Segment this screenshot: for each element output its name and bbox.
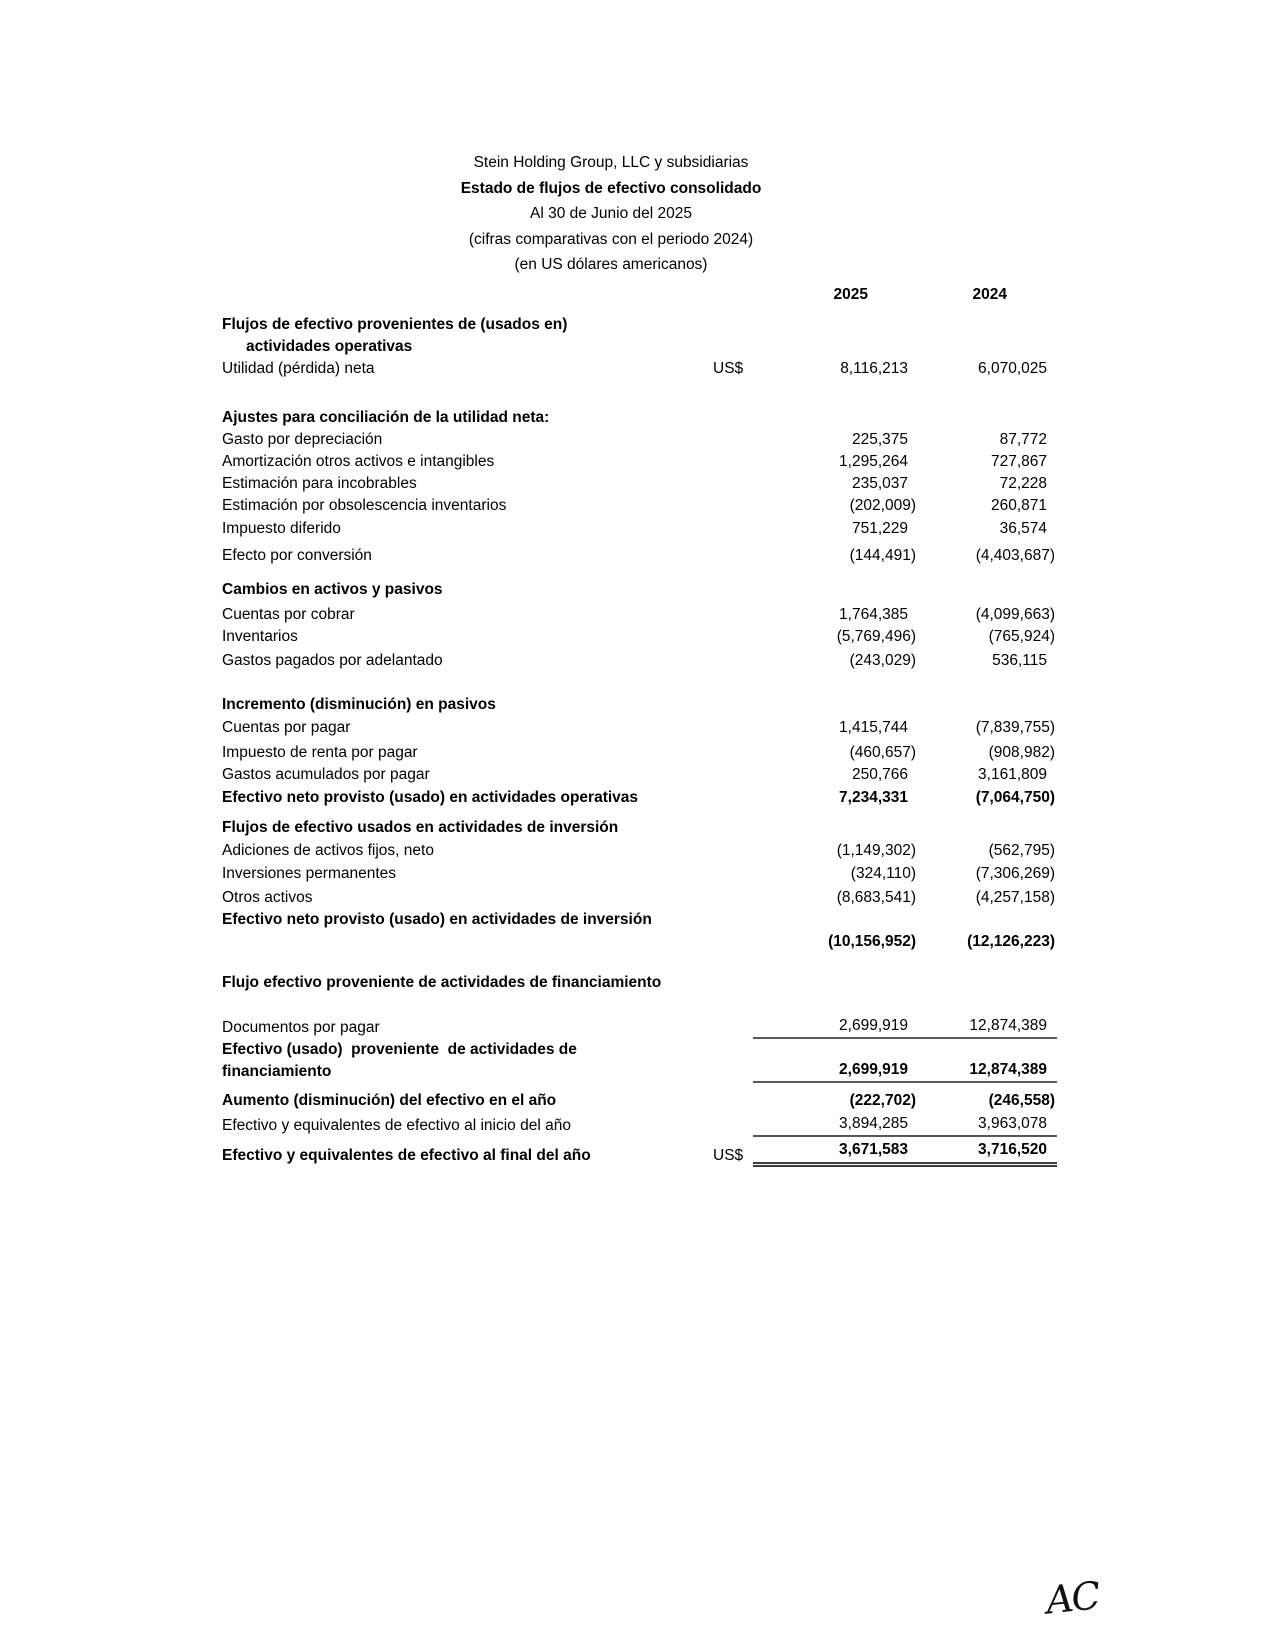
statement-row	[222, 694, 1275, 716]
value-2024-number: 87,772	[999, 430, 1047, 448]
row-label: Utilidad (pérdida) neta	[222, 359, 375, 377]
column-header-2024: 2024	[972, 285, 1007, 303]
row-label: Efecto por conversión	[222, 546, 372, 564]
row-label: Efectivo neto provisto (usado) en actividades operativas	[222, 788, 639, 806]
document-header	[222, 150, 1000, 278]
value-2025-number: 7,234,331	[839, 788, 908, 806]
value-2025-number: 1,295,264	[839, 452, 908, 470]
statement-date: Al 30 de Junio del 2025	[529, 205, 693, 222]
row-label: Flujos de efectivo usados en actividades de inversión	[222, 818, 619, 836]
statement-row	[222, 579, 1275, 601]
statement-row	[222, 407, 1275, 429]
statement-row	[222, 1139, 1275, 1167]
value-2025	[753, 1015, 918, 1039]
value-2024-number: (7,839,755)	[975, 718, 1055, 736]
row-label: Estimación para incobrables	[222, 474, 417, 492]
value-2025-number: 3,894,285	[839, 1114, 908, 1132]
value-2025	[753, 1113, 918, 1137]
value-2025-number: 8,116,213	[840, 359, 908, 377]
value-2025	[753, 336, 918, 358]
value-2025	[753, 650, 918, 672]
statement-row	[222, 518, 1275, 540]
statement-title: Estado de flujos de efectivo consolidado	[460, 179, 762, 197]
value-2025	[753, 764, 918, 786]
value-2024	[918, 407, 1057, 429]
row-label: Efectivo y equivalentes de efectivo al final del año	[222, 1146, 591, 1164]
value-2025	[753, 545, 918, 567]
row-label: Cambios en activos y pasivos	[222, 580, 443, 598]
document-content	[0, 150, 1275, 1167]
statement-row	[222, 717, 1275, 739]
value-2025	[753, 887, 918, 909]
value-2024	[918, 650, 1057, 672]
value-2025-number: (324,110)	[850, 864, 916, 882]
value-2024-number: (12,126,223)	[967, 932, 1055, 950]
row-label: Impuesto de renta por pagar	[222, 743, 418, 761]
value-2025-number: (8,683,541)	[836, 888, 916, 906]
value-2024-number: 72,228	[999, 474, 1047, 492]
value-2025-number: 751,229	[851, 519, 908, 537]
currency-label: US$	[713, 359, 744, 377]
row-label: Gastos acumulados por pagar	[222, 765, 430, 783]
value-2025-number: (144,491)	[849, 546, 916, 564]
row-label: Efectivo y equivalentes de efectivo al inicio del año	[222, 1116, 571, 1134]
value-2025	[753, 787, 918, 809]
value-2025-number: 235,037	[851, 474, 908, 492]
value-2024-number: (4,257,158)	[975, 888, 1055, 906]
value-2025	[753, 1059, 918, 1083]
row-label: Efectivo neto provisto (usado) en actividades de inversión	[222, 910, 652, 928]
value-2025-number: (222,702)	[849, 1091, 916, 1109]
value-2024	[918, 1139, 1057, 1167]
statement-row	[222, 1090, 1275, 1112]
value-2025-number: 1,764,385	[839, 605, 908, 623]
value-2024-number: (562,795)	[988, 841, 1055, 859]
value-2025	[753, 931, 918, 953]
value-2024-number: 12,874,389	[969, 1060, 1047, 1078]
value-2025	[753, 518, 918, 540]
value-2025-number: 3,671,583	[839, 1140, 908, 1158]
value-2025	[753, 742, 918, 764]
row-label: Ajustes para conciliación de la utilidad neta:	[222, 408, 550, 426]
value-2025	[753, 909, 918, 931]
value-2025	[753, 694, 918, 716]
value-2025	[753, 972, 918, 994]
value-2025-number: 1,415,744	[839, 718, 908, 736]
value-2025	[753, 1139, 918, 1167]
value-2024-number: (765,924)	[988, 627, 1055, 645]
statement-body	[222, 314, 1275, 1167]
row-label: Estimación por obsolescencia inventarios	[222, 496, 507, 514]
value-2025-number: 250,766	[851, 765, 908, 783]
value-2025	[753, 840, 918, 862]
value-2025-number: (243,029)	[849, 651, 916, 669]
row-label: Documentos por pagar	[222, 1018, 380, 1036]
value-2025	[753, 451, 918, 473]
statement-row	[222, 429, 1275, 451]
value-2025	[753, 579, 918, 601]
value-2025	[753, 626, 918, 648]
row-label: Cuentas por pagar	[222, 718, 351, 736]
value-2024-number: (908,982)	[988, 743, 1055, 761]
row-label: Inventarios	[222, 627, 298, 645]
value-2024-number: 260,871	[990, 496, 1047, 514]
statement-row	[222, 909, 1275, 931]
value-2024	[918, 972, 1057, 994]
row-label: Otros activos	[222, 888, 313, 906]
value-2024	[918, 545, 1057, 567]
value-2024-number: (4,403,687)	[975, 546, 1055, 564]
value-2024	[918, 1059, 1057, 1083]
value-2025	[753, 817, 918, 839]
statement-row	[222, 336, 1275, 358]
value-2024-number: (7,306,269)	[975, 864, 1055, 882]
value-2025	[753, 358, 918, 380]
row-label: Gastos pagados por adelantado	[222, 651, 443, 669]
value-2025-number: (202,009)	[849, 496, 916, 514]
value-2024	[918, 579, 1057, 601]
row-label: actividades operativas	[246, 337, 413, 355]
statement-row	[222, 650, 1275, 672]
value-2025-number: (1,149,302)	[836, 841, 916, 859]
value-2024	[918, 887, 1057, 909]
value-2024	[918, 518, 1057, 540]
value-2024-number: (246,558)	[988, 1091, 1055, 1109]
value-2024	[918, 694, 1057, 716]
value-2025	[753, 1090, 918, 1112]
company-name: Stein Holding Group, LLC y subsidiarias	[473, 154, 749, 171]
column-header-2025: 2025	[833, 285, 868, 303]
row-label: Inversiones permanentes	[222, 864, 397, 882]
value-2025	[753, 717, 918, 739]
statement-row	[222, 972, 1275, 994]
statement-row	[222, 1039, 1275, 1083]
value-2024	[918, 604, 1057, 626]
value-2024	[918, 909, 1057, 931]
value-2024	[918, 495, 1057, 517]
value-2025	[753, 314, 918, 336]
value-2025-number: (10,156,952)	[828, 932, 916, 950]
value-2025	[753, 407, 918, 429]
value-2024-number: 3,963,078	[978, 1114, 1047, 1132]
statement-row	[222, 887, 1275, 909]
statement-row	[222, 358, 1275, 380]
value-2025-number: 2,699,919	[839, 1016, 908, 1034]
comparative-note: (cifras comparativas con el periodo 2024)	[468, 230, 754, 248]
value-2024	[918, 863, 1057, 885]
value-2024	[918, 473, 1057, 495]
value-2024	[918, 626, 1057, 648]
value-2024	[918, 787, 1057, 809]
value-2024	[918, 1090, 1057, 1112]
row-label: Flujo efectivo proveniente de actividades de financiamiento	[222, 973, 662, 991]
statement-row	[222, 764, 1275, 786]
currency-note: (en US dólares americanos)	[514, 256, 708, 273]
value-2025-number: (5,769,496)	[836, 627, 916, 645]
signature-initials: AC	[1043, 1573, 1101, 1623]
value-2024	[918, 336, 1057, 358]
value-2024	[918, 451, 1057, 473]
statement-row	[222, 840, 1275, 862]
value-2024	[918, 717, 1057, 739]
row-label: Amortización otros activos e intangibles	[222, 452, 495, 470]
value-2024-number: 727,867	[990, 452, 1047, 470]
statement-row	[222, 817, 1275, 839]
statement-row	[222, 787, 1275, 809]
value-2024	[918, 1113, 1057, 1137]
row-label: Gasto por depreciación	[222, 430, 383, 448]
value-2024	[918, 840, 1057, 862]
statement-row	[222, 863, 1275, 885]
value-2024-number: (4,099,663)	[975, 605, 1055, 623]
column-headers-row	[222, 284, 1275, 306]
statement-row	[222, 314, 1275, 336]
row-label: Flujos de efectivo provenientes de (usados en)	[222, 315, 568, 333]
row-label: Impuesto diferido	[222, 519, 341, 537]
row-label: Adiciones de activos fijos, neto	[222, 841, 434, 859]
value-2024	[918, 931, 1057, 953]
value-2024	[918, 429, 1057, 451]
value-2024-number: 536,115	[992, 651, 1047, 669]
value-2024	[918, 314, 1057, 336]
statement-row	[222, 626, 1275, 648]
statement-row	[222, 742, 1275, 764]
value-2025	[753, 863, 918, 885]
value-2025-number: 225,375	[851, 430, 908, 448]
row-label: Cuentas por cobrar	[222, 605, 355, 623]
value-2025	[753, 604, 918, 626]
statement-row	[222, 495, 1275, 517]
statement-row	[222, 1113, 1275, 1137]
value-2024-number: 3,161,809	[978, 765, 1047, 783]
statement-row	[222, 473, 1275, 495]
value-2024-number: 3,716,520	[978, 1140, 1047, 1158]
value-2024	[918, 764, 1057, 786]
value-2024	[918, 1015, 1057, 1039]
row-label: Incremento (disminución) en pasivos	[222, 695, 496, 713]
statement-row	[222, 931, 1275, 953]
statement-row	[222, 1015, 1275, 1039]
value-2025-number: 2,699,919	[839, 1060, 908, 1078]
statement-row	[222, 545, 1275, 567]
statement-row	[222, 604, 1275, 626]
value-2025	[753, 473, 918, 495]
value-2025-number: (460,657)	[849, 743, 916, 761]
row-label: Efectivo (usado) proveniente de actividades de financiamiento	[222, 1040, 582, 1080]
value-2024-number: 6,070,025	[978, 359, 1047, 377]
value-2025	[753, 429, 918, 451]
value-2024	[918, 742, 1057, 764]
value-2024-number: (7,064,750)	[975, 788, 1055, 806]
value-2025	[753, 495, 918, 517]
value-2024-number: 12,874,389	[969, 1016, 1047, 1034]
row-label: Aumento (disminución) del efectivo en el año	[222, 1091, 557, 1109]
value-2024	[918, 358, 1057, 380]
currency-label: US$	[713, 1146, 744, 1164]
value-2024-number: 36,574	[999, 519, 1047, 537]
statement-row	[222, 451, 1275, 473]
value-2024	[918, 817, 1057, 839]
